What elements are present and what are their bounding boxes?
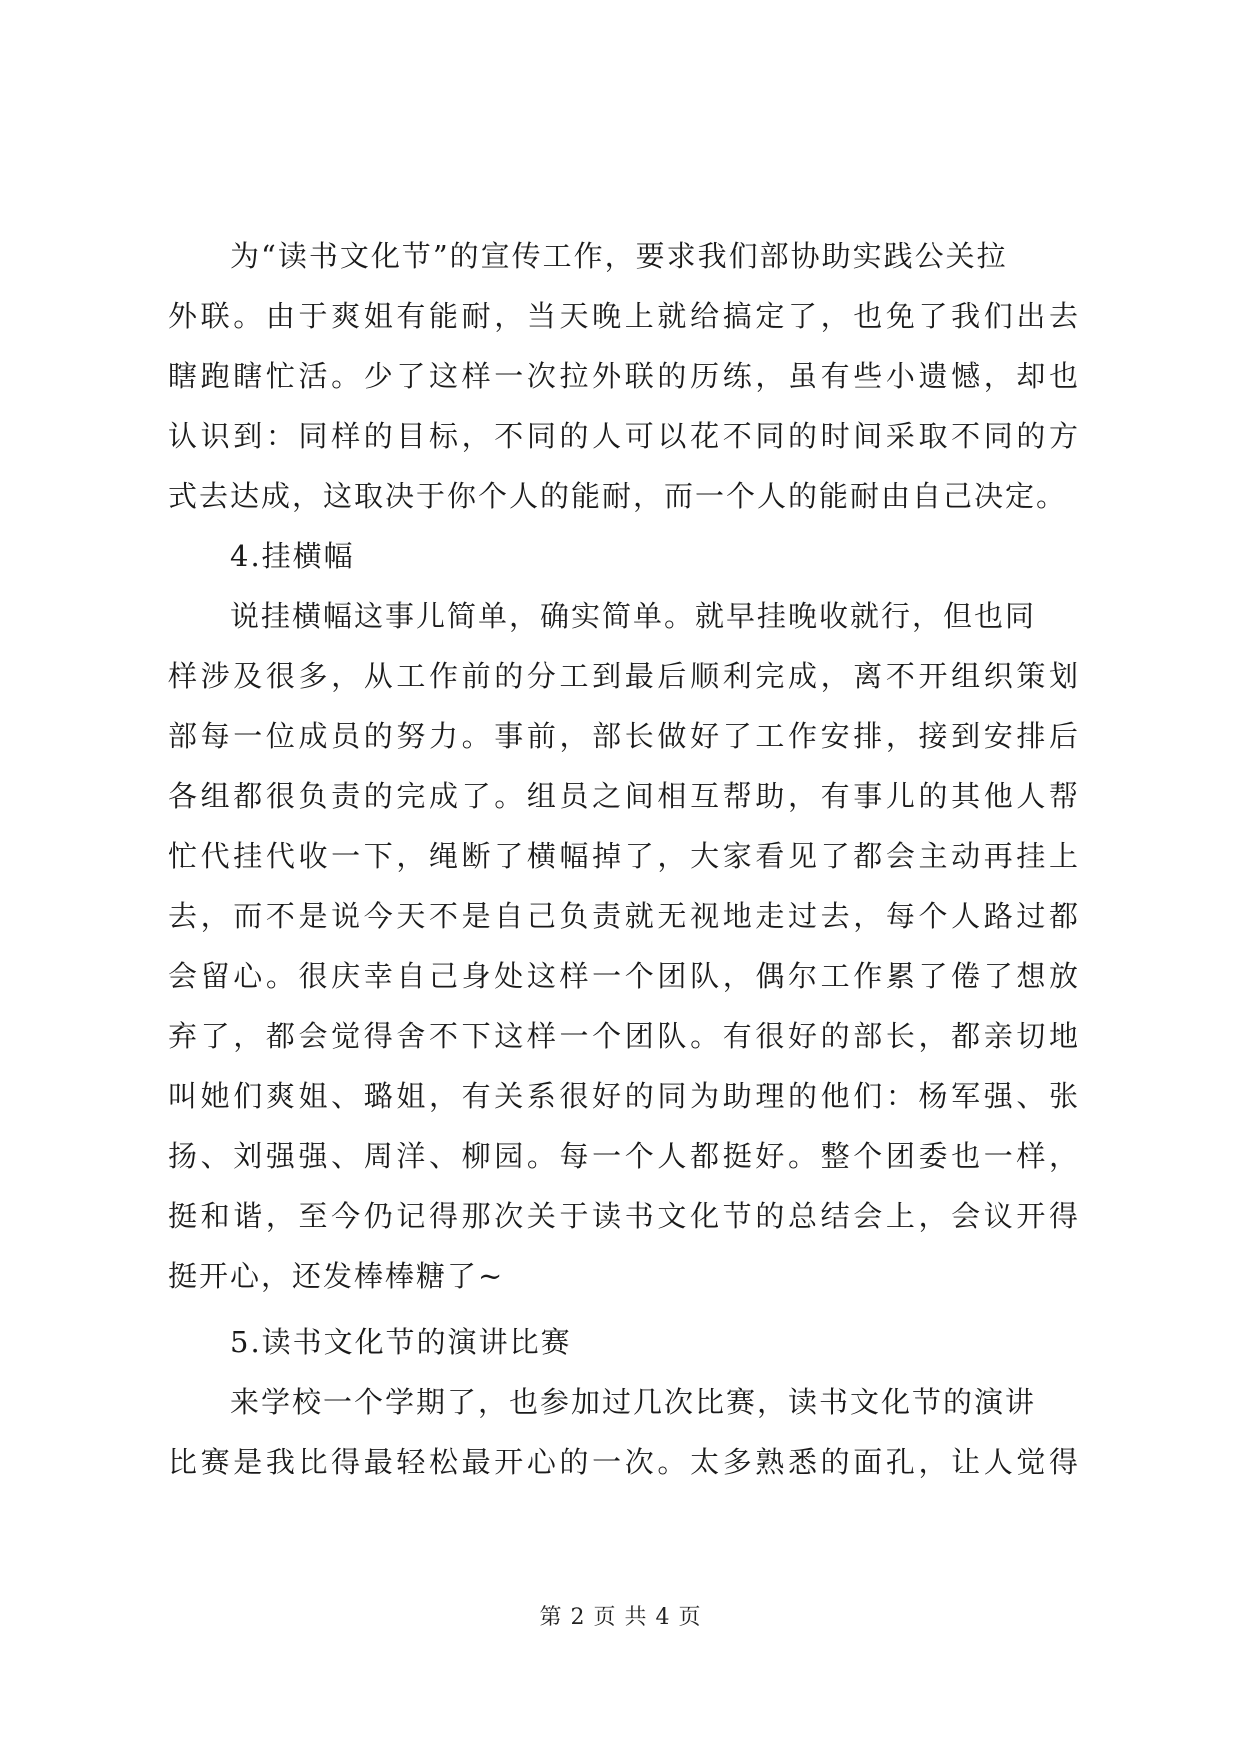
page-number-footer: 第 2 页 共 4 页 xyxy=(539,1605,702,1630)
document-body xyxy=(168,226,1080,1492)
section-heading: 4.挂横幅 xyxy=(230,539,355,573)
paragraph-line: 会留心。很庆幸自己身处这样一个团队，偶尔工作累了倦了想放 xyxy=(168,959,1080,993)
paragraph-line: 说挂横幅这事儿简单，确实简单。就早挂晚收就行，但也同 xyxy=(230,599,1037,633)
paragraph-line: 挺和谐，至今仍记得那次关于读书文化节的总结会上，会议开得 xyxy=(168,1199,1080,1233)
paragraph-line: 比赛是我比得最轻松最开心的一次。太多熟悉的面孔，让人觉得 xyxy=(168,1445,1080,1479)
paragraph-line: 样涉及很多，从工作前的分工到最后顺利完成，离不开组织策划 xyxy=(168,659,1080,693)
paragraph-line: 弃了，都会觉得舍不下这样一个团队。有很好的部长，都亲切地 xyxy=(168,1019,1080,1053)
paragraph-line: 部每一位成员的努力。事前，部长做好了工作安排，接到安排后 xyxy=(168,719,1080,753)
paragraph-line: 外联。由于爽姐有能耐，当天晚上就给搞定了，也免了我们出去 xyxy=(168,299,1080,333)
paragraph-line: 认识到：同样的目标，不同的人可以花不同的时间采取不同的方 xyxy=(168,419,1080,453)
paragraph-line: 挺开心，还发棒棒糖了~ xyxy=(168,1259,505,1293)
paragraph-line: 叫她们爽姐、璐姐，有关系很好的同为助理的他们：杨军强、张 xyxy=(168,1079,1080,1113)
paragraph-line: 忙代挂代收一下，绳断了横幅掉了，大家看见了都会主动再挂上 xyxy=(168,839,1080,873)
paragraph-line: 瞎跑瞎忙活。少了这样一次拉外联的历练，虽有些小遗憾，却也 xyxy=(168,359,1080,393)
paragraph-line: 各组都很负责的完成了。组员之间相互帮助，有事儿的其他人帮 xyxy=(168,779,1080,813)
section-heading: 5.读书文化节的演讲比赛 xyxy=(230,1325,572,1359)
paragraph-line: 为“读书文化节”的宣传工作，要求我们部协助实践公关拉 xyxy=(230,239,1008,273)
paragraph-line: 扬、刘强强、周洋、柳园。每一个人都挺好。整个团委也一样， xyxy=(168,1139,1080,1173)
paragraph-line: 式去达成，这取决于你个人的能耐，而一个人的能耐由自己决定。 xyxy=(168,479,1068,513)
paragraph-line: 去，而不是说今天不是自己负责就无视地走过去，每个人路过都 xyxy=(168,899,1080,933)
paragraph-line: 来学校一个学期了，也参加过几次比赛，读书文化节的演讲 xyxy=(230,1385,1037,1419)
